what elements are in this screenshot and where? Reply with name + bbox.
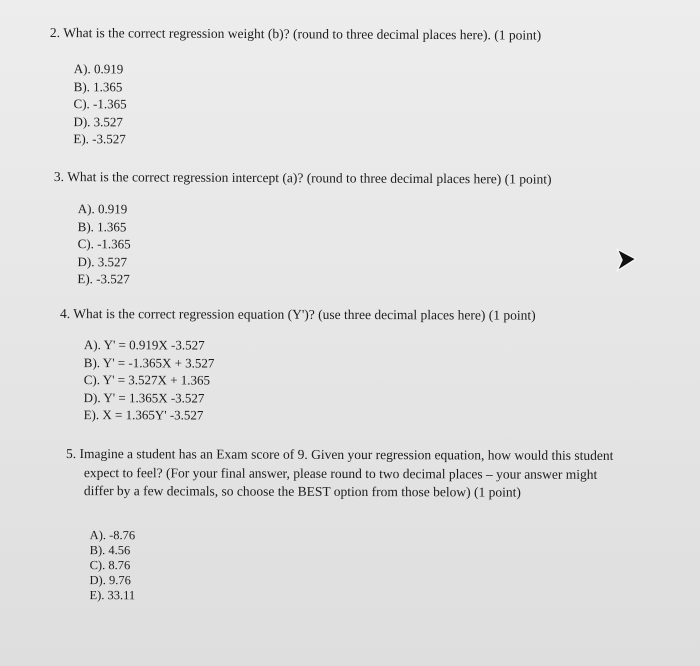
question-4-options bbox=[84, 336, 215, 424]
question-2-option-c[interactable]: C). -1.365 bbox=[73, 96, 127, 112]
question-2-option-a[interactable]: A). 0.919 bbox=[73, 61, 124, 77]
question-4-option-a[interactable]: A). Y' = 0.919X -3.527 bbox=[83, 337, 205, 353]
question-5-option-c[interactable]: C). 8.76 bbox=[89, 558, 131, 573]
question-5 bbox=[65, 445, 626, 603]
question-2-prompt: 2. What is the correct regression weight (b)? (round to three decimal places here). (1 point) bbox=[49, 24, 542, 43]
question-4-option-d[interactable]: D). Y' = 1.365X -3.527 bbox=[83, 389, 205, 406]
question-5-option-a[interactable]: A). -8.76 bbox=[89, 528, 136, 543]
question-5-option-b[interactable]: B). 4.56 bbox=[89, 543, 131, 558]
question-5-options bbox=[89, 528, 135, 603]
question-4 bbox=[59, 305, 660, 423]
question-3-prompt: 3. What is the correct regression intercept (a)? (round to three decimal places here) (1 point) bbox=[53, 168, 552, 187]
question-2-option-d[interactable]: D). 3.527 bbox=[73, 113, 123, 129]
question-3 bbox=[53, 168, 674, 287]
question-3-options bbox=[77, 200, 131, 288]
question-3-option-e[interactable]: E). -3.527 bbox=[77, 271, 130, 287]
question-3-option-c[interactable]: C). -1.365 bbox=[77, 236, 131, 252]
question-3-option-a[interactable]: A). 0.919 bbox=[77, 201, 128, 217]
question-4-option-e[interactable]: E). X = 1.365Y' -3.527 bbox=[83, 407, 204, 423]
question-2-options bbox=[73, 60, 127, 148]
question-4-option-c[interactable]: C). Y' = 3.527X + 1.365 bbox=[83, 372, 211, 388]
question-2 bbox=[49, 24, 670, 147]
question-4-option-b[interactable]: B). Y' = -1.365X + 3.527 bbox=[83, 354, 215, 371]
mouse-pointer-icon bbox=[612, 247, 638, 273]
question-2-option-b[interactable]: B). 1.365 bbox=[73, 78, 123, 94]
question-3-option-d[interactable]: D). 3.527 bbox=[77, 253, 128, 269]
question-5-option-d[interactable]: D). 9.76 bbox=[89, 573, 131, 588]
question-2-option-e[interactable]: E). -3.527 bbox=[73, 131, 126, 147]
question-3-option-b[interactable]: B). 1.365 bbox=[77, 218, 127, 234]
question-4-prompt: 4. What is the correct regression equation (Y')? (use three decimal places here) (1 point) bbox=[59, 306, 536, 323]
question-5-prompt: 5. Imagine a student has an Exam score of 9. Given your regression equation, how would this student expect to feel? (For your final answer, please round to two decimal places – your answer might differ by a few decimals, so choose the BEST option from those below) (1 point) bbox=[65, 446, 614, 500]
question-5-option-e[interactable]: E). 33.11 bbox=[89, 588, 136, 603]
